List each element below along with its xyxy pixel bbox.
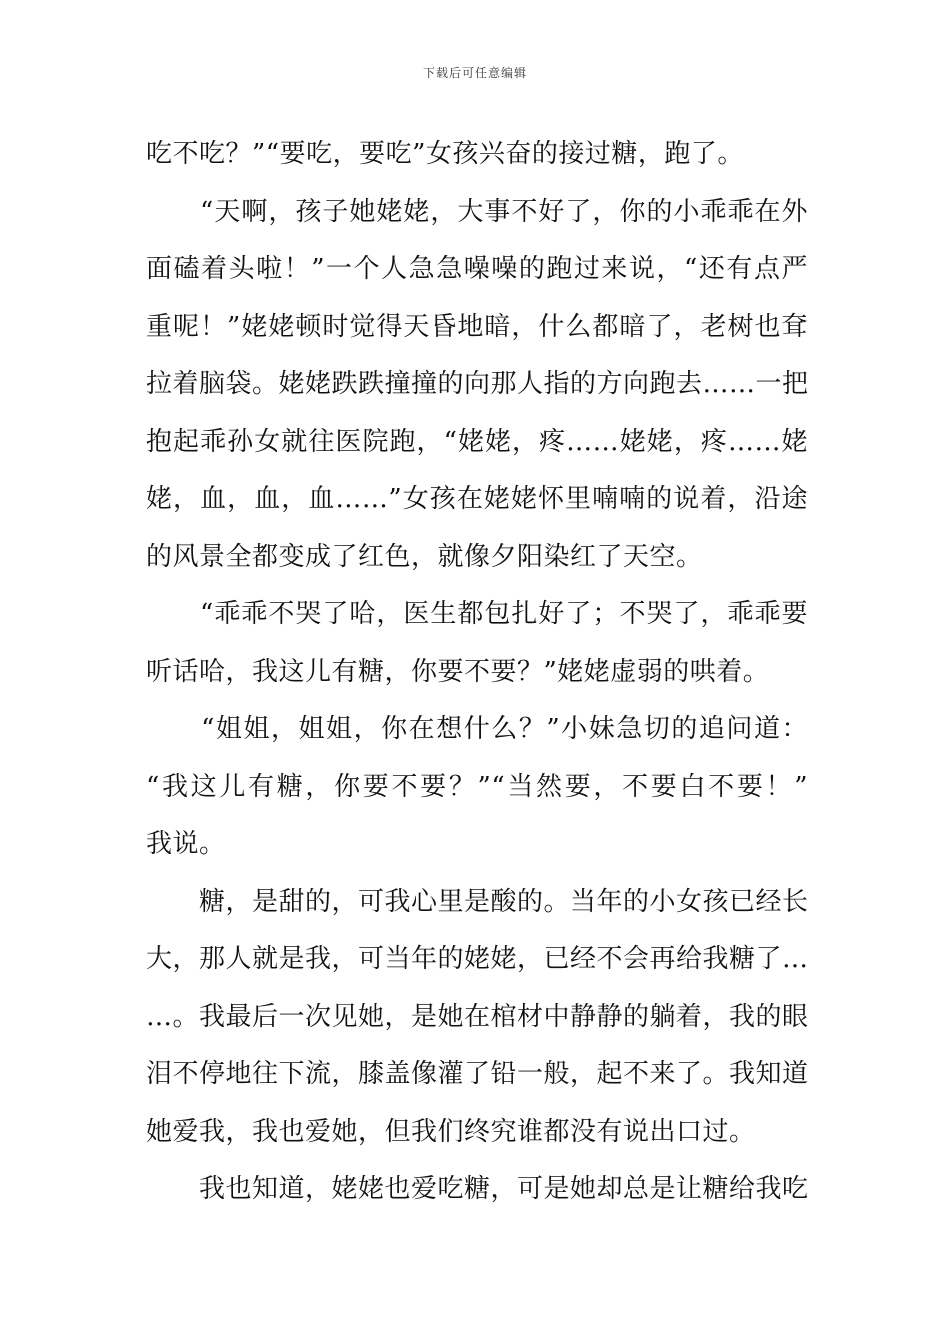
text-line: …。我最后一次见她，是她在棺材中静静的躺着，我的眼: [146, 1001, 809, 1032]
text-line: 糖，是甜的，可我心里是酸的。当年的小女孩已经长: [146, 886, 809, 917]
text-line: 拉着脑袋。姥姥跌跌撞撞的向那人指的方向跑去……一把: [146, 369, 809, 399]
text-line: 重呢！”姥姥顿时觉得天昏地暗，什么都暗了，老树也耷: [146, 311, 808, 342]
body-text: [146, 126, 808, 1219]
text-line: 泪不停地往下流，膝盖像灌了铅一般，起不来了。我知道: [146, 1059, 809, 1089]
page-header: 下载后可任意编辑: [422, 66, 527, 80]
text-line: 她爱我，我也爱她，但我们终究谁都没有说出口过。: [146, 1116, 756, 1147]
text-line: 的风景全都变成了红色，就像夕阳染红了天空。: [146, 541, 703, 572]
text-line: 吃不吃？”“要吃，要吃”女孩兴奋的接过糖，跑了。: [146, 139, 744, 169]
text-line: 我也知道，姥姥也爱吃糖，可是她却总是让糖给我吃: [146, 1174, 809, 1204]
text-line: 听话哈，我这儿有糖，你要不要？”姥姥虚弱的哄着。: [146, 656, 770, 687]
text-line: “天啊，孩子她姥姥，大事不好了，你的小乖乖在外: [146, 196, 808, 227]
text-line: 抱起乖孙女就往医院跑，“姥姥，疼……姥姥，疼……姥: [146, 426, 808, 457]
text-line: 大，那人就是我，可当年的姥姥，已经不会再给我糖了…: [146, 944, 809, 974]
text-line: 姥，血，血，血……”女孩在姥姥怀里喃喃的说着，沿途: [146, 484, 808, 514]
text-line: 我说。: [146, 829, 226, 859]
text-line: “姐姐，姐姐，你在想什么？”小妹急切的追问道：: [146, 714, 808, 744]
text-line: “我这儿有糖，你要不要？”“当然要，不要白不要！”: [146, 771, 808, 802]
text-line: “乖乖不哭了哈，医生都包扎好了；不哭了，乖乖要: [146, 599, 808, 629]
text-line: 面磕着头啦！”一个人急急噪噪的跑过来说，“还有点严: [146, 254, 808, 284]
